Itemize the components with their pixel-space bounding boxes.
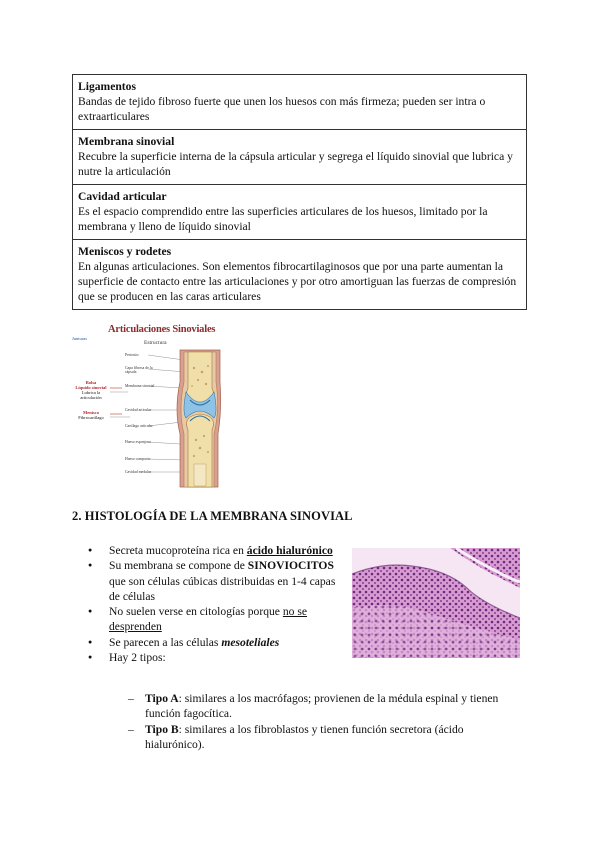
synovial-joint-figure xyxy=(72,322,222,490)
underlined-term: no se desprenden xyxy=(109,605,308,634)
list-item xyxy=(88,604,346,635)
term: Ligamentos xyxy=(78,80,136,93)
joint-illustration xyxy=(72,322,222,490)
callout-label: Cavidad medular xyxy=(125,470,152,474)
list-item xyxy=(88,558,346,604)
table-row xyxy=(73,75,527,130)
term: Meniscos y rodetes xyxy=(78,245,172,258)
list-item xyxy=(88,650,346,665)
figure-title: Articulaciones Sinoviales xyxy=(108,324,216,335)
bullet-text: Su membrana se compone de xyxy=(109,559,248,573)
figure-tag: Junturas xyxy=(72,336,87,341)
callout-label: Cavidad articular xyxy=(125,408,152,412)
term: Membrana sinovial xyxy=(78,135,175,148)
sub-bullet-text: : similares a los fibroblastos y tienen función secretora (ácido hialurónico). xyxy=(145,722,464,751)
underlined-term: ácido hialurónico xyxy=(246,544,333,557)
callout-label: Hueso esponjoso xyxy=(125,440,151,444)
bold-italic-term: mesoteliales xyxy=(221,635,280,649)
list-item xyxy=(88,635,346,650)
bold-term: SINOVIOCITOS xyxy=(247,559,334,573)
table-row xyxy=(73,130,527,185)
synoviocyte-types xyxy=(128,691,508,752)
bullet-text: No suelen verse en citologías porque xyxy=(109,605,283,619)
histology-bullets xyxy=(88,543,346,665)
label-synovial-fluid: Líquido sinovial xyxy=(75,385,107,390)
definitions-table xyxy=(72,74,527,310)
section-heading: 2. HISTOLOGÍA DE LA MEMBRANA SINOVIAL xyxy=(72,509,353,523)
bullet-text: Hay 2 tipos: xyxy=(109,651,166,665)
type-b-label: Tipo B xyxy=(145,722,179,736)
bullet-text: que son células cúbicas distribuidas en 1-4 capas de células xyxy=(109,574,336,603)
label-lubricates: Lubrica la articulación xyxy=(80,390,102,400)
definition: Recubre la superficie interna de la cápsula articular y segrega el líquido sinovial que lubrica y nutre la articulación xyxy=(78,150,513,178)
table-row xyxy=(73,240,527,310)
term: Cavidad articular xyxy=(78,190,167,203)
table-row xyxy=(73,185,527,240)
sub-bullet-text: : similares a los macrófagos; provienen de la médula espinal y tienen función fagocítica. xyxy=(145,692,499,721)
type-a-label: Tipo A xyxy=(145,692,179,705)
figure-subtitle: Estructura xyxy=(144,340,167,346)
bullet-text: Secreta mucoproteína rica en xyxy=(109,544,247,557)
label-meniscus: Menisco xyxy=(83,410,99,415)
definition: Es el espacio comprendido entre las superficies articulares de los huesos, limitado por la membrana y lleno de líquido sinovial xyxy=(78,205,488,233)
definition: En algunas articulaciones. Son elementos fibrocartilaginosos que por una parte aumentan la superficie de contacto entre las articulaciones y por otro amortiguan las fuerzas de compresión que se producen en las caras articulares xyxy=(78,260,517,303)
synovial-membrane-micrograph xyxy=(352,548,520,658)
bullet-text: Se parecen a las células xyxy=(109,635,222,649)
list-item xyxy=(88,543,346,558)
callout-label: Hueso compacto xyxy=(125,457,151,461)
callout-label: Cartílago articular xyxy=(125,424,153,428)
callout-label: Periostio xyxy=(125,353,139,357)
list-item xyxy=(128,722,508,753)
callout-label: Membrana sinovial xyxy=(125,384,155,388)
label-fibrocartilage: Fibrocartílago xyxy=(78,415,104,420)
label-bursa: Bolsa xyxy=(85,380,97,385)
definition: Bandas de tejido fibroso fuerte que unen los huesos con más firmeza; pueden ser intra o extraarticulares xyxy=(78,95,486,123)
callout-label: Capa fibrosa de la cápsula xyxy=(125,366,153,375)
list-item xyxy=(128,691,508,722)
